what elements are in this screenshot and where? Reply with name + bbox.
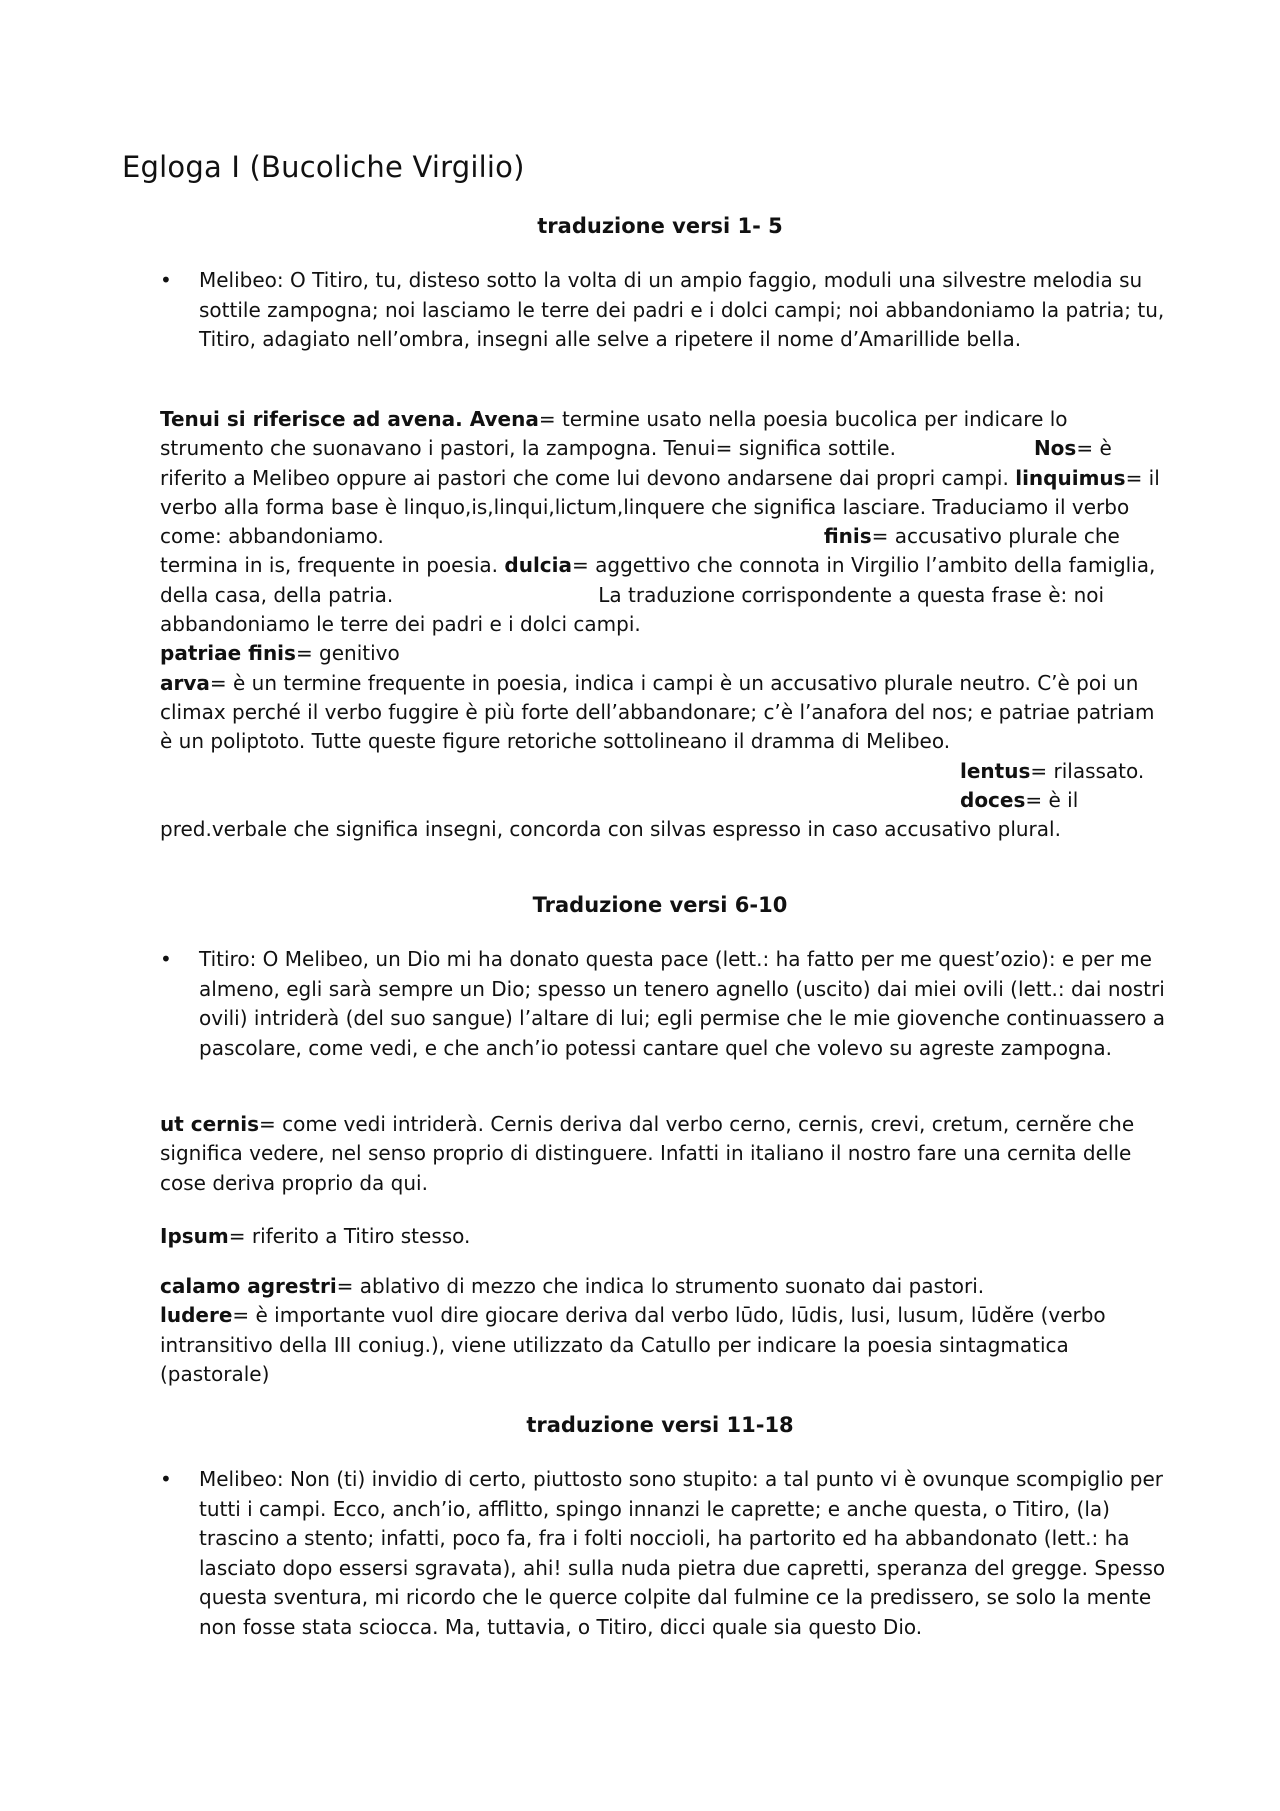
- bullet-item-titiro: [160, 945, 1170, 1063]
- term: ut cernis: [160, 1112, 260, 1136]
- term: Nos: [1033, 436, 1077, 461]
- term-note: La traduzione corrispondente a questa frase è: noi abbandoniamo le terre dei padri e i dolci campi.: [160, 582, 1105, 637]
- bullet-icon: •: [160, 1467, 172, 1491]
- term-note: = come vedi intriderà. Cernis deriva dal verbo cerno, cernis, crevi, cretum, cernĕre che significa vedere, nel senso proprio di distinguere. Infatti in italiano il nostro fare una cernita delle cose deriva proprio da qui.: [160, 1112, 1135, 1195]
- term-note: = accusativo plurale che termina in is, frequente in poesia.: [160, 524, 1120, 578]
- section-heading-versi-6-10: Traduzione versi 6-10: [532, 893, 788, 917]
- term: lentus: [960, 758, 1031, 783]
- term-note: = aggettivo che connota in Virgilio l’ambito della famiglia, della casa, della patria.: [160, 553, 1156, 607]
- bullet-item-melibeo: [160, 266, 1170, 355]
- term: Ipsum: [160, 1224, 229, 1248]
- term-note: = il verbo alla forma base è linquo,is,linqui,lictum,linquere che significa lasciare. Traduciamo il verbo come: abbandoniamo.: [160, 465, 1160, 549]
- term: finis: [823, 524, 872, 549]
- notes-paragraph-ut-cernis: [160, 1110, 1170, 1198]
- translation-text: Melibeo: O Titiro, tu, disteso sotto la volta di un ampio faggio, moduli una silvestre melodia su sottile zampogna; noi lasciamo le terre dei padri e i dolci campi; noi abbandoniamo la patria; tu, Titiro, adagiato nell’ombra, insegni alle selve a ripetere il nome d’Amarillide bella.: [199, 268, 1165, 351]
- term: dulcia: [504, 553, 573, 578]
- translation-text: Melibeo: Non (ti) invidio di certo, piuttosto sono stupito: a tal punto vi è ovunque scompiglio per tutti i campi. Ecco, anch’io, afflitto, spingo innanzi le caprette; e anche questa, o Titiro, (la) trascino a stento; infatti, poco fa, fra i folti noccioli, ha partorito ed ha abbandonato (lett.: ha lasciato dopo essersi sgravata), ahi! sulla nuda pietra due capretti, speranza del gregge. Spesso questa sventura, mi ricordo che le querce colpite dal fulmine ce la predissero, se solo la mente non fosse stata sciocca. Ma, tuttavia, o Titiro, dicci quale sia questo Dio.: [199, 1467, 1166, 1639]
- term: linquimus: [1015, 465, 1126, 490]
- term: doces: [960, 787, 1026, 812]
- bullet-item-melibeo-2: [160, 1465, 1170, 1642]
- term-note: = ablativo di mezzo che indica lo strumento suonato dai pastori.: [336, 1274, 985, 1298]
- notes-paragraph-1: [160, 405, 1170, 844]
- term-note: = è il pred.verbale che significa insegni, concorda con silvas espresso in caso accusativo plural.: [160, 787, 1079, 842]
- term-note: = termine usato nella poesia bucolica per indicare lo strumento che suonavano i pastori, la zampogna. Tenui= significa sottile.: [160, 407, 1068, 461]
- term-note: = genitivo: [295, 641, 400, 666]
- translation-text: Titiro: O Melibeo, un Dio mi ha donato questa pace (lett.: ha fatto per me quest’ozio): e per me almeno, egli sarà sempre un Dio; spesso un tenero agnello (uscito) dai miei ovili (lett.: dai nostri ovili) intriderà (del suo sangue) l’altare di lui; egli permise che le mie giovenche continuassero a pascolare, come vedi, e che anch’io potessi cantare quel che volevo su agreste zampogna.: [199, 947, 1165, 1060]
- term-note: = rilassato.: [1030, 758, 1145, 783]
- bullet-icon: •: [160, 268, 172, 292]
- notes-paragraph-calamo: [160, 1272, 1170, 1389]
- term: Tenui si riferisce ad avena. Avena: [160, 407, 539, 431]
- section-heading-versi-11-18: traduzione versi 11-18: [526, 1413, 794, 1437]
- bullet-icon: •: [160, 947, 172, 971]
- term: arva: [160, 670, 210, 695]
- document-title: Egloga I (Bucoliche Virgilio): [122, 150, 525, 184]
- term: patriae finis: [160, 641, 296, 666]
- term-note: = riferito a Titiro stesso.: [228, 1224, 471, 1248]
- term-note: = è un termine frequente in poesia, indica i campi è un accusativo plurale neutro. C’è poi un climax perché il verbo fuggire è più forte dell’abbandonare; c’è l’anafora del nos; e patriae patriam è un poliptoto. Tutte queste figure retoriche sottolineano il dramma di Melibeo.: [160, 670, 1155, 754]
- term-note: = è importante vuol dire giocare deriva dal verbo lūdo, lūdis, lusi, lusum, lūdĕre (verbo intransitivo della III coniug.), viene utilizzato da Catullo per indicare la poesia sintagmatica (pastorale): [160, 1303, 1106, 1386]
- term-note: = è riferito a Melibeo oppure ai pastori che come lui devono andarsene dai propri campi.: [160, 436, 1112, 490]
- section-heading-versi-1-5: traduzione versi 1- 5: [537, 214, 783, 238]
- term: ludere: [160, 1303, 233, 1328]
- notes-paragraph-ipsum: [160, 1222, 1170, 1251]
- term: calamo agrestri: [160, 1274, 337, 1298]
